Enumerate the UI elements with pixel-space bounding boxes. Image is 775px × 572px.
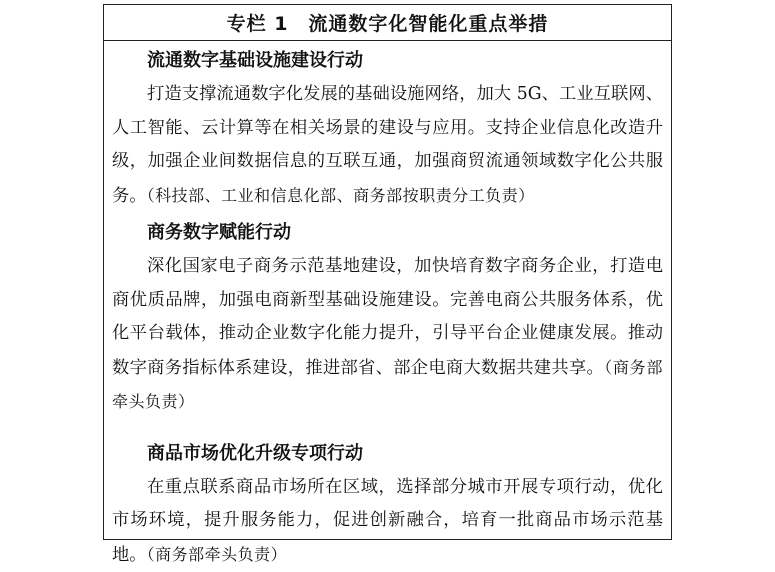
responsibility-note: （商务部牵头负责） bbox=[147, 545, 288, 564]
section-paragraph bbox=[112, 471, 663, 572]
section-paragraph bbox=[112, 78, 663, 213]
section-body: 打造支撑流通数字化发展的基础设施网络，加大 5G、工业互联网、人工智能、云计算等在相关场景的建设与应用。支持企业信息化改造升级，加强企业间数据信息的互联互通，加强商贸流通领域数字化公共服务。 bbox=[112, 84, 663, 206]
responsibility-note: （科技部、工业和信息化部、商务部按职责分工负责） bbox=[147, 186, 535, 205]
section-heading: 流通数字基础设施建设行动 bbox=[112, 44, 663, 78]
column-title: 专栏 1 流通数字化智能化重点举措 bbox=[227, 9, 549, 36]
spacer bbox=[112, 420, 663, 434]
section-heading: 商务数字赋能行动 bbox=[112, 216, 663, 250]
column-content bbox=[104, 44, 671, 572]
section-body: 在重点联系商品市场所在区域，选择部分城市开展专项行动，优化市场环境，提升服务能力，促进创新融合，培育一批商品市场示范基地。 bbox=[112, 477, 663, 565]
column-box bbox=[103, 4, 672, 540]
title-row bbox=[104, 5, 671, 41]
section-body: 深化国家电子商务示范基地建设，加快培育数字商务企业，打造电商优质品牌，加强电商新型基础设施建设。完善电商公共服务体系，优化平台载体，推动企业数字化能力提升，引导平台企业健康发展。推动数字商务指标体系建设，推进部省、部企电商大数据共建共享。 bbox=[112, 256, 663, 378]
section-paragraph bbox=[112, 250, 663, 420]
responsibility-note: （商务部牵头负责） bbox=[112, 358, 663, 412]
section-heading: 商品市场优化升级专项行动 bbox=[112, 437, 663, 471]
